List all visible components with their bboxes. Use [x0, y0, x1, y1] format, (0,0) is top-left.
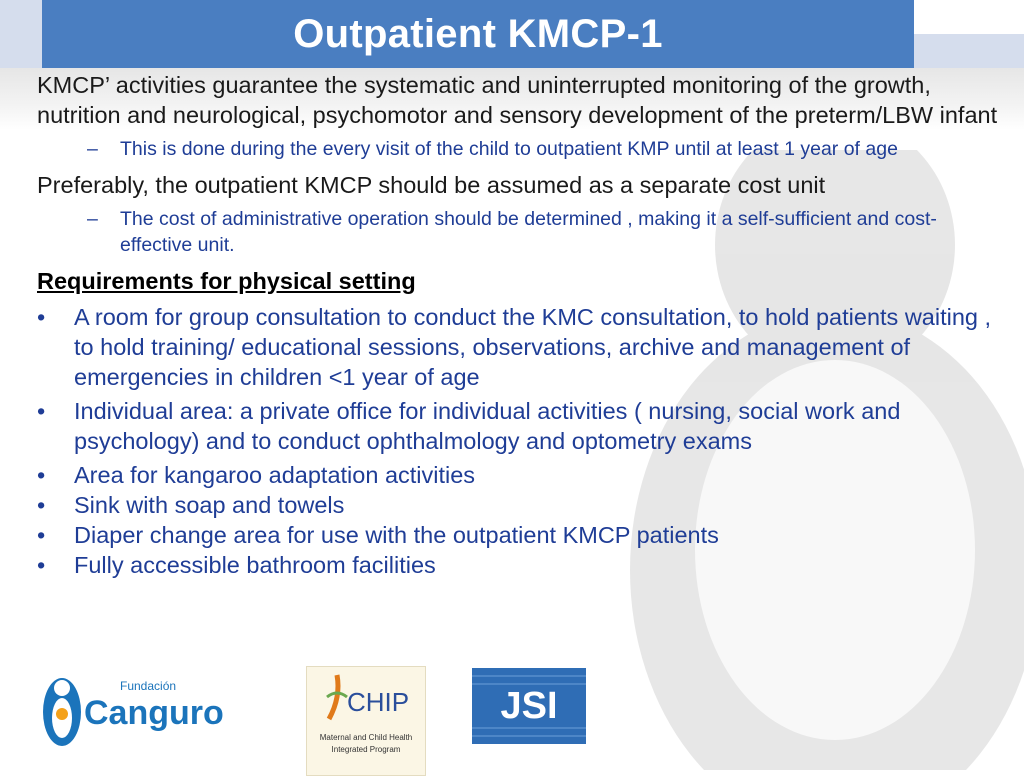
bullet-marker: •	[37, 522, 46, 548]
svg-text:JSI: JSI	[500, 685, 558, 727]
paragraph-cost-unit: Preferably, the outpatient KMCP should be assumed as a separate cost unit	[37, 172, 826, 198]
requirements-list	[37, 302, 1007, 580]
sub-point-cost	[37, 206, 1007, 258]
dash-marker: –	[87, 138, 98, 160]
svg-text:Fundación: Fundación	[120, 679, 177, 693]
sub-point-cost-text: The cost of administrative operation should be determined , making it a self-sufficient and cost-effective unit.	[120, 208, 937, 256]
mchip-tagline-2: Integrated Program	[331, 745, 401, 754]
slide-title: Outpatient KMCP-1	[293, 11, 663, 56]
fundacion-canguro-logo	[40, 670, 250, 750]
list-item: • Diaper change area for use with the outpatient KMCP patients	[37, 522, 719, 548]
list-item: • Area for kangaroo adaptation activities	[37, 462, 476, 488]
mchip-logo	[306, 666, 426, 776]
logo-strip	[0, 640, 1024, 768]
bullet-marker: •	[37, 492, 46, 518]
svg-text:Canguro: Canguro	[84, 694, 224, 732]
list-item: • Sink with soap and towels	[37, 492, 345, 518]
title-bar	[42, 0, 914, 68]
dash-marker: –	[87, 208, 98, 230]
list-item: • A room for group consultation to conduct the KMC consultation, to hold patients waiting , to hold training/ educational sessions, observations, archive and management of emergencies in children <1 year of age	[37, 304, 992, 390]
decorative-right-tab	[914, 34, 1024, 68]
bullet-marker: •	[37, 552, 46, 578]
paragraph-monitoring: KMCP’ activities guarantee the systematic and uninterrupted monitoring of the growth, nutrition and neurological, psychomotor and sensory development of the preterm/LBW infant	[37, 72, 998, 128]
mchip-tagline-1: Maternal and Child Health	[319, 733, 413, 742]
list-item: • Fully accessible bathroom facilities	[37, 552, 436, 578]
bullet-marker: •	[37, 398, 46, 424]
svg-text:CHIP: CHIP	[347, 687, 410, 717]
bullet-marker: •	[37, 462, 46, 488]
decorative-left-tab	[0, 0, 42, 68]
jsi-logo	[472, 668, 586, 744]
sub-point-visit-text: This is done during the every visit of the child to outpatient KMP until at least 1 year of age	[120, 138, 898, 160]
slide-content	[37, 70, 1007, 580]
bullet-marker: •	[37, 304, 46, 330]
mchip-mark	[307, 667, 425, 727]
requirements-heading: Requirements for physical setting	[37, 268, 416, 294]
sub-point-visit	[37, 136, 1007, 162]
list-item: • Individual area: a private office for individual activities ( nursing, social work and psychology) and to conduct ophthalmology and optometry exams	[37, 398, 901, 454]
